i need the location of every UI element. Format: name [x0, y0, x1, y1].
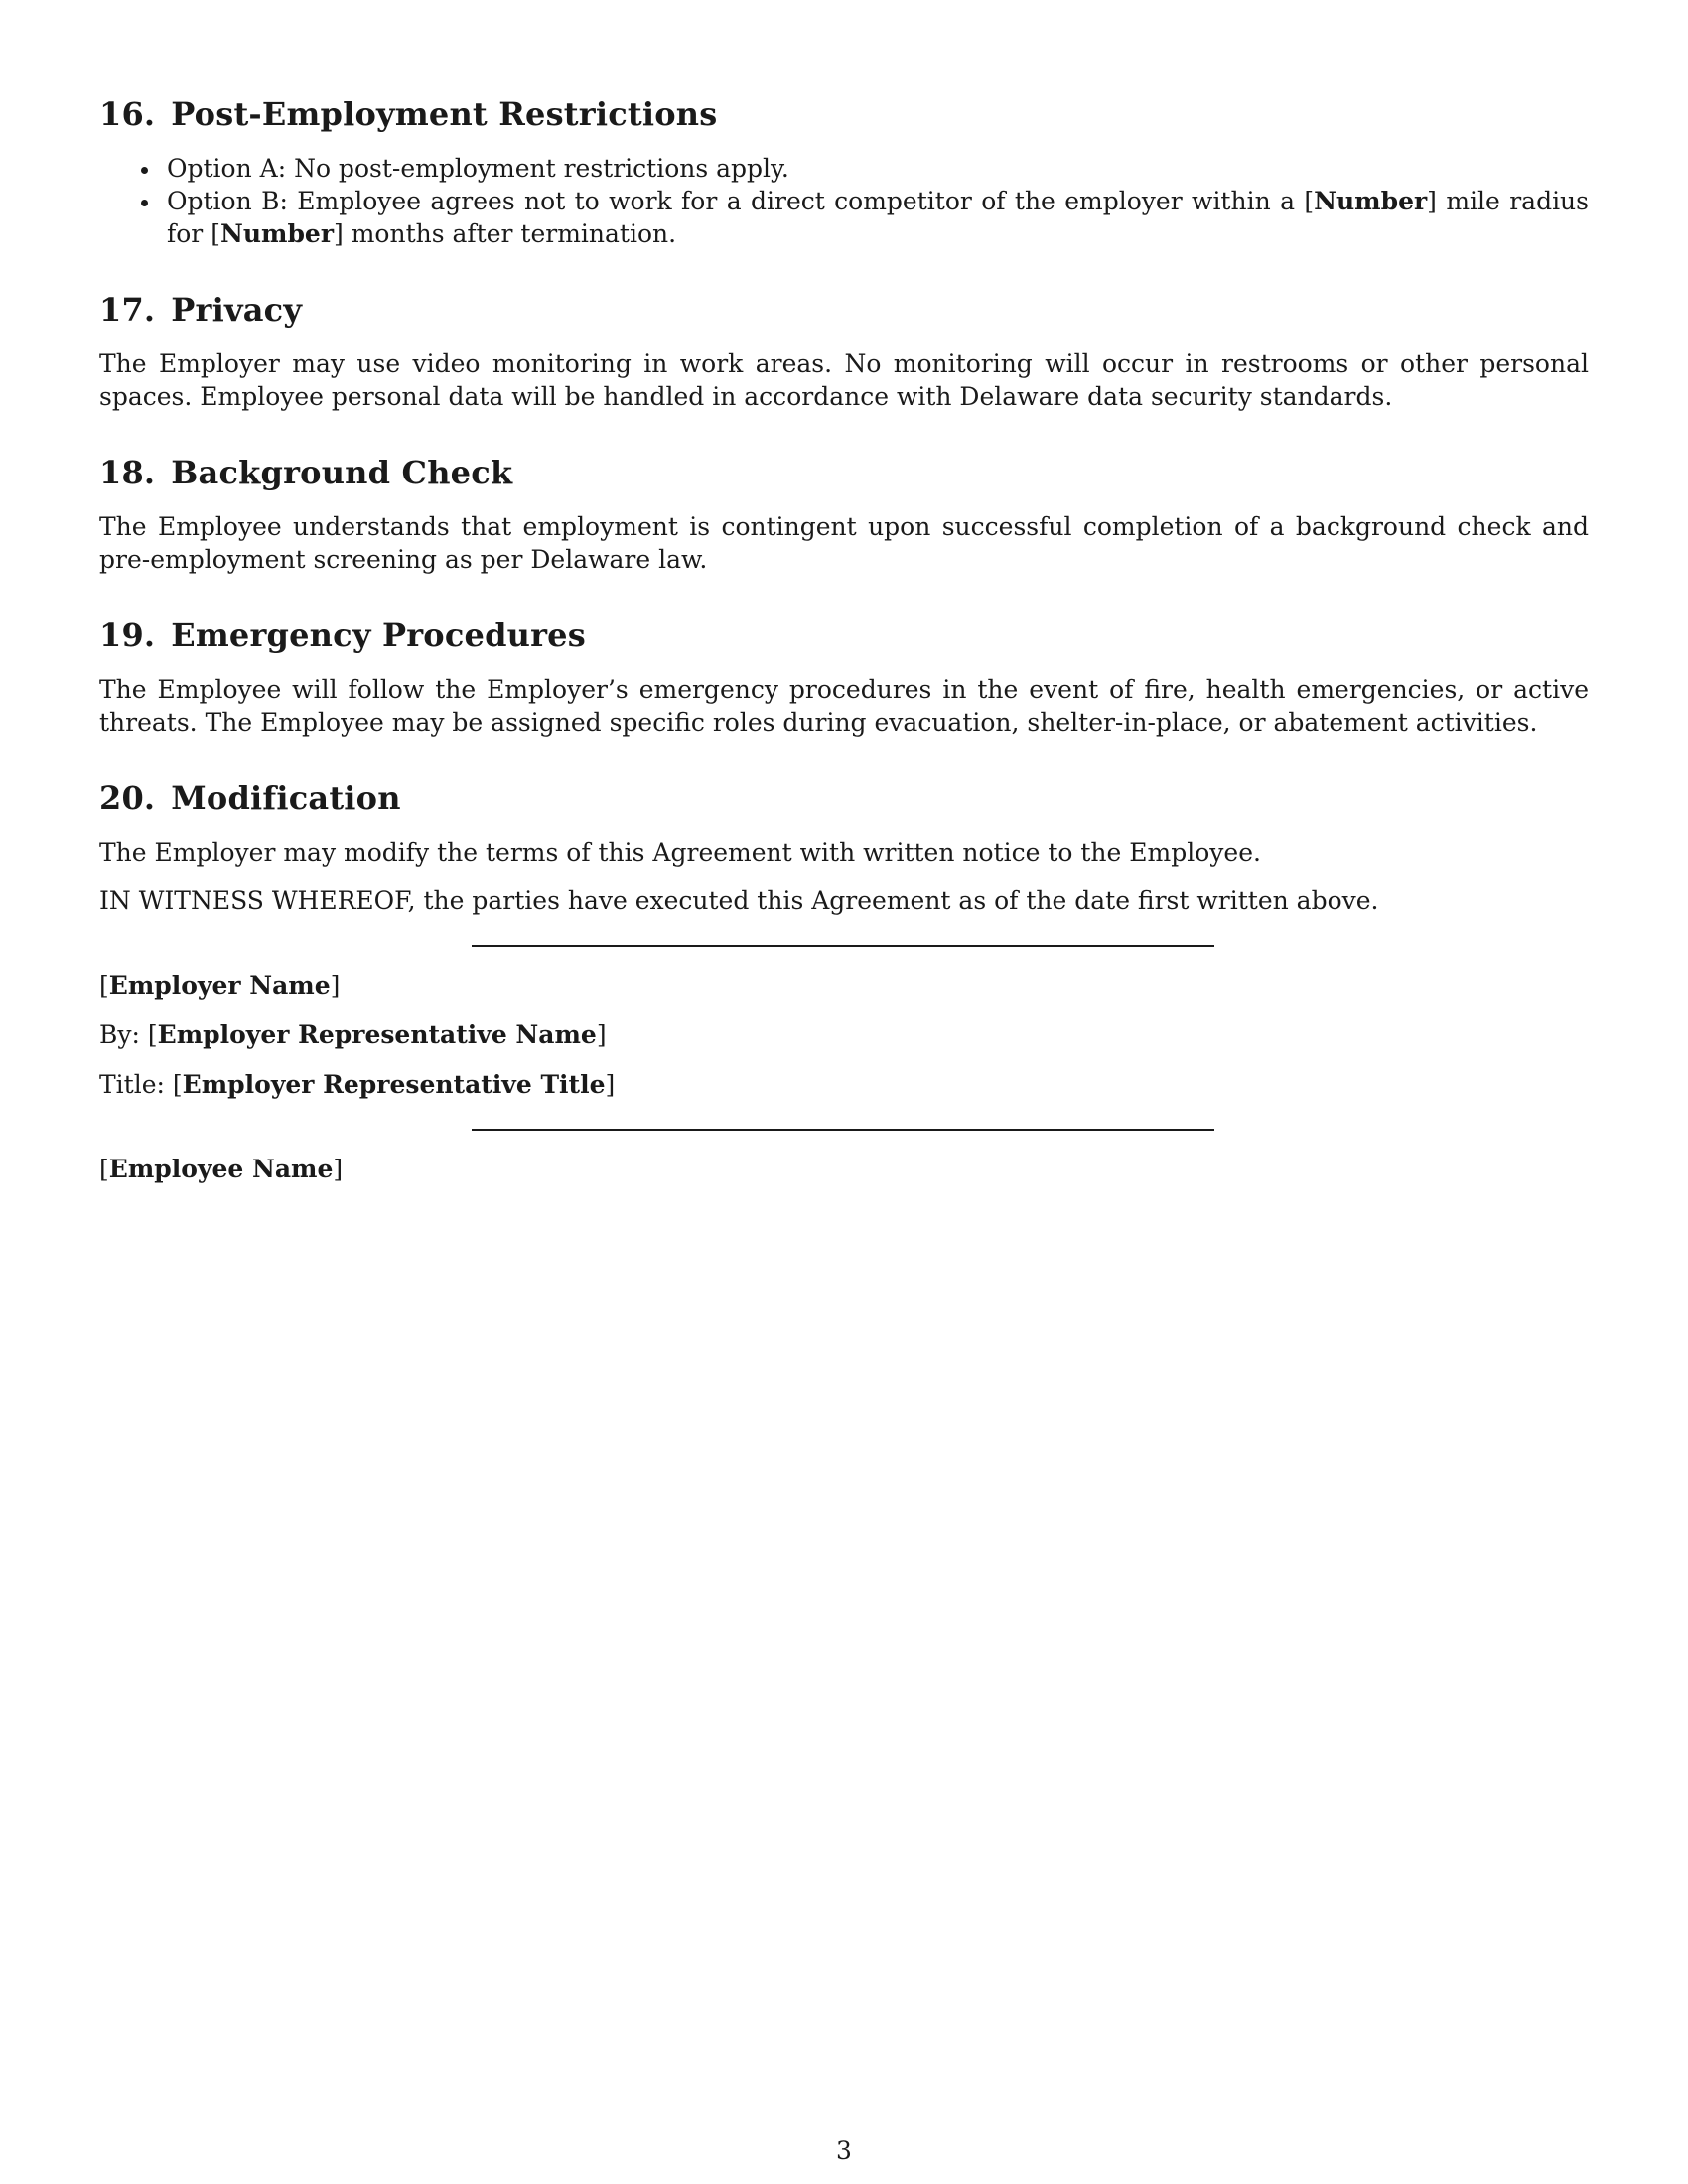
representative-title: Title: [Employer Representative Title] [99, 1070, 616, 1099]
option-a: Option A: No post-employment restrictions apply. [167, 152, 1589, 185]
witness-clause: IN WITNESS WHEREOF, the parties have executed this Agreement as of the date first written above. [99, 887, 1379, 915]
page-number: 3 [836, 2136, 852, 2165]
section-heading: 20. Modification [99, 779, 401, 817]
employer-signature-line [472, 945, 1214, 947]
section-heading: 18. Background Check [99, 454, 513, 491]
section-post-employment [99, 94, 1589, 250]
option-b: Option B: Employee agrees not to work for a direct competitor of the employer within a [Number] mile radius for [Number] months after termination. [167, 187, 1589, 248]
document-page [99, 94, 1589, 1202]
employee-signature-line [472, 1129, 1214, 1131]
section-heading: 16. Post-Employment Restrictions [99, 95, 718, 133]
section-privacy [99, 290, 1589, 413]
section-body: The Employer may modify the terms of this Agreement with written notice to the Employee. [99, 838, 1261, 867]
employer-signature-block [99, 969, 1589, 1101]
section-body: The Employer may use video monitoring in work areas. No monitoring will occur in restrooms or other personal spaces. Employee personal data will be handled in accordance with Delaware data security standards. [99, 349, 1589, 411]
employer-name: [Employer Name] [99, 971, 341, 1000]
employee-signature-block [99, 1153, 1589, 1185]
employee-name: [Employee Name] [99, 1155, 344, 1183]
section-background-check [99, 453, 1589, 576]
section-heading: 17. Privacy [99, 291, 303, 329]
section-body: The Employee understands that employment is contingent upon successful completion of a background check and pre-employment screening as per Delaware law. [99, 512, 1589, 574]
placeholder-number: Number [219, 219, 335, 248]
options-list [99, 152, 1589, 250]
section-heading: 19. Emergency Procedures [99, 616, 586, 654]
section-emergency-procedures [99, 615, 1589, 739]
placeholder-number: Number [1314, 187, 1428, 215]
representative-name: By: [Employer Representative Name] [99, 1021, 607, 1049]
section-modification [99, 778, 1589, 917]
section-body: The Employee will follow the Employer’s emergency procedures in the event of fire, health emergencies, or active threats. The Employee may be assigned specific roles during evacuation, shelter-in-place, or abatement activities. [99, 675, 1589, 737]
